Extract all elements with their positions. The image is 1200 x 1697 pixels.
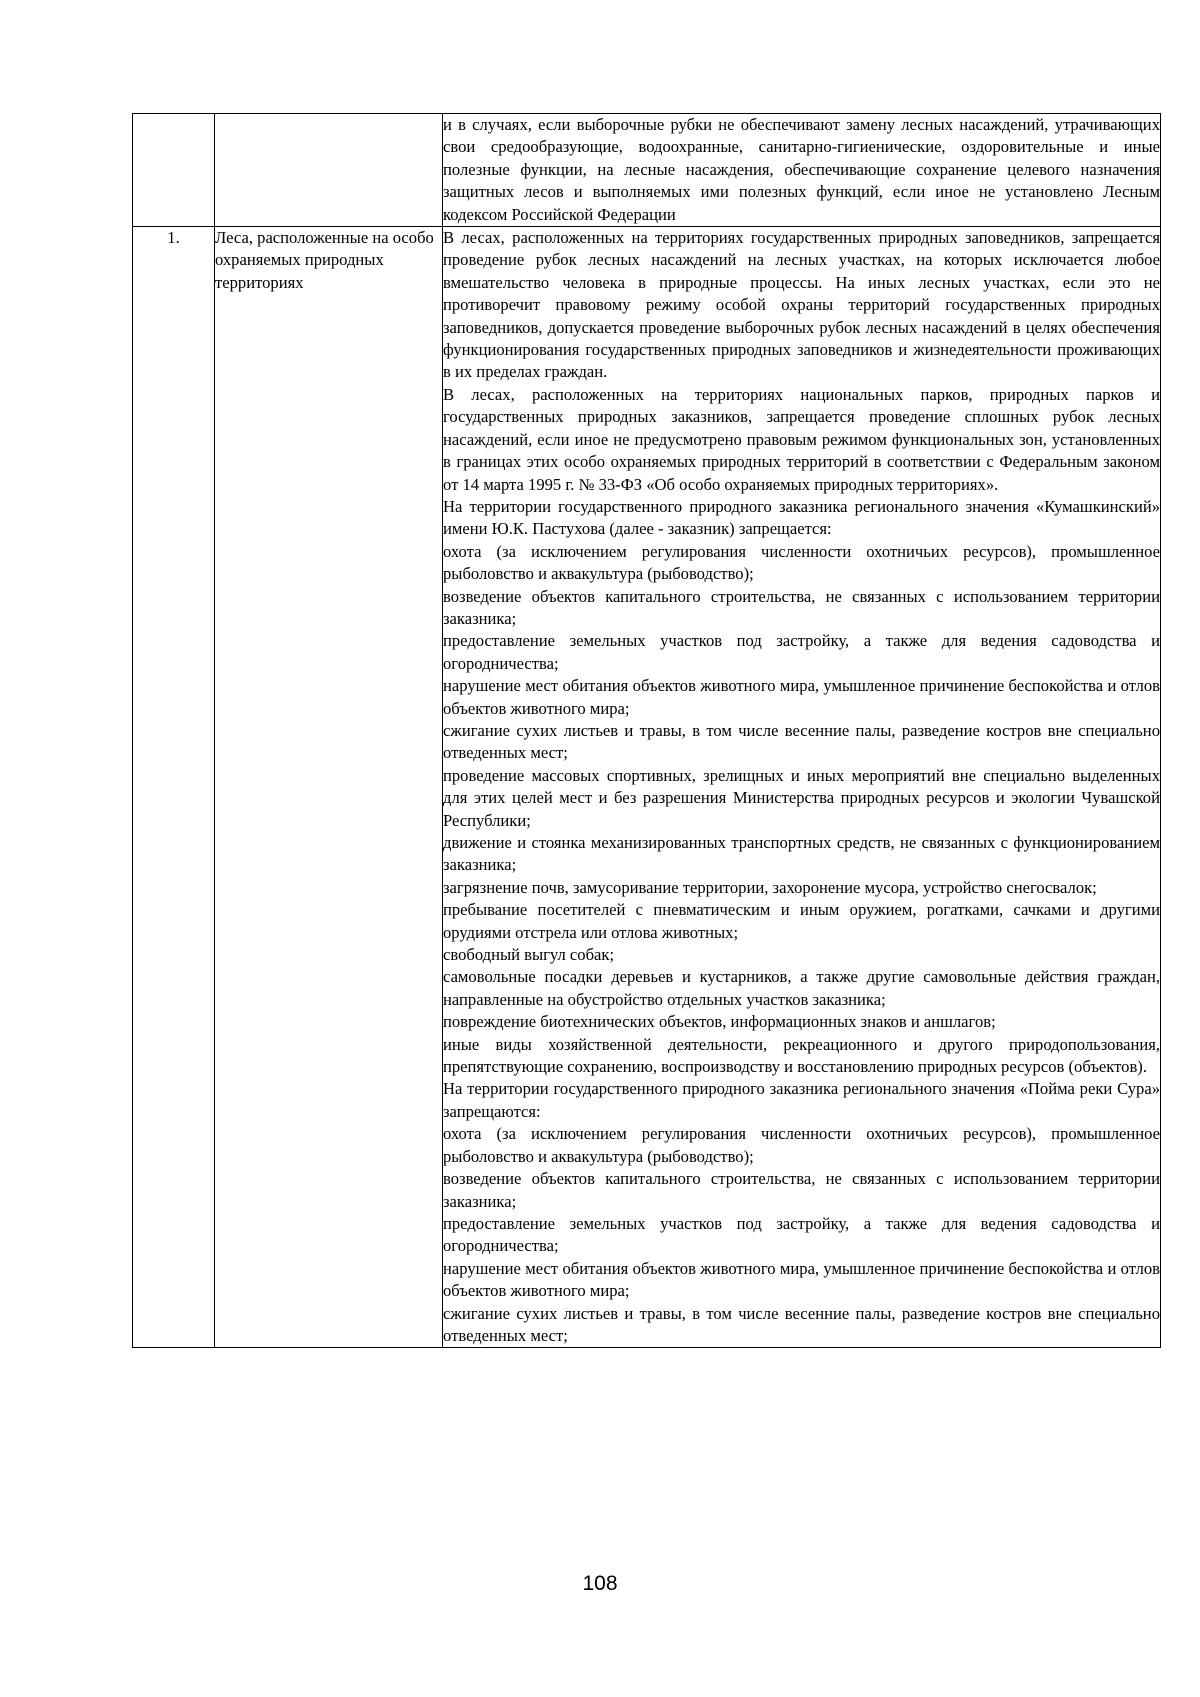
row-regulations [443, 227, 1161, 1348]
paragraph: предоставление земельных участков под застройку, а также для ведения садоводства и огородничества; [443, 1213, 1160, 1256]
paragraph: нарушение мест обитания объектов животного мира, умышленное причинение беспокойства и отлов объектов животного мира; [443, 1258, 1160, 1301]
row-number: 1. [133, 227, 215, 1348]
paragraph: нарушение мест обитания объектов животного мира, умышленное причинение беспокойства и отлов объектов животного мира; [443, 676, 1160, 718]
paragraph: проведение массовых спортивных, зрелищных и иных мероприятий вне специально выделенных для этих целей мест и без разрешения Министерства природных ресурсов и экологии Чувашской Республики; [443, 765, 1160, 830]
paragraph: В лесах, расположенных на территориях национальных парков, природных парков и государственных природных заказников, запрещается проведение сплошных рубок лесных насаждений, если иное не предусмотрено правовым режимом функциональных зон, установленных в границах этих особо охраняемых природных территорий в соответствии с Федеральным законом от 14 марта 1995 г. № 33-ФЗ «Об особо охраняемых природных территориях». [443, 384, 1160, 494]
paragraph: возведение объектов капитального строительства, не связанных с использованием территории заказника; [443, 1169, 1160, 1211]
paragraph: На территории государственного природного заказника регионального значения «Пойма реки Сура» запрещаются: [443, 1079, 1160, 1121]
paragraph: пребывание посетителей с пневматическим и иным оружием, рогатками, сачками и другими орудиями отстрела или отлова животных; [443, 900, 1160, 942]
row-number-cell [133, 114, 215, 227]
paragraph: В лесах, расположенных на территориях государственных природных заповедников, запрещается проведение рубок лесных насаждений на лесных участках, на которых исключается любое вмешательство человека в природные процессы. На иных лесных участках, если это не противоречит правовому режиму особой охраны территорий государственных природных заповедников, допускается проведение выборочных рубок лесных насаждений в целях обеспечения функционирования государственных природных заповедников и жизнедеятельности проживающих в их пределах граждан. [443, 228, 1160, 382]
forest-regulations-table [132, 113, 1161, 1348]
paragraph: сжигание сухих листьев и травы, в том числе весенние палы, разведение костров вне специально отведенных мест; [443, 1303, 1160, 1345]
table-row-continuation [133, 114, 1161, 227]
paragraph: повреждение биотехнических объектов, информационных знаков и аншлагов; [443, 1012, 996, 1032]
paragraph: иные виды хозяйственной деятельности, рекреационного и другого природопользования, препятствующие сохранению, воспроизводству и восстановлению природных ресурсов (объектов). [443, 1034, 1160, 1077]
paragraph: самовольные посадки деревьев и кустарников, а также другие самовольные действия граждан, направленные на обустройство отдельных участков заказника; [443, 967, 1160, 1009]
row-category: Леса, расположенные на особо охраняемых природных территориях [215, 227, 443, 1348]
paragraph: предоставление земельных участков под застройку, а также для ведения садоводства и огородничества; [443, 631, 1160, 673]
paragraph: возведение объектов капитального строительства, не связанных с использованием территории заказника; [443, 586, 1160, 628]
paragraph: охота (за исключением регулирования численности охотничьих ресурсов), промышленное рыболовство и аквакультура (рыбоводство); [443, 541, 1160, 584]
paragraph: На территории государственного природного заказника регионального значения «Кумашкинский» имени Ю.К. Пастухова (далее - заказник) запрещается: [443, 496, 1160, 539]
category-cell [215, 114, 443, 227]
paragraph: сжигание сухих листьев и травы, в том числе весенние палы, разведение костров вне специально отведенных мест; [443, 720, 1160, 763]
table-row-protected-territories [133, 227, 1161, 1348]
paragraph: загрязнение почв, замусоривание территории, захоронение мусора, устройство снегосвалок; [443, 877, 1097, 897]
paragraph: охота (за исключением регулирования численности охотничьих ресурсов), промышленное рыболовство и аквакультура (рыбоводство); [443, 1124, 1160, 1166]
page-number: 108 [582, 1572, 618, 1595]
paragraph: свободный выгул собак; [443, 945, 615, 965]
continuation-text: и в случаях, если выборочные рубки не обеспечивают замену лесных насаждений, утрачивающих свои средообразующие, водоохранные, санитарно-гигиенические, оздоровительные и иные полезные функции, на лесные насаждения, обеспечивающие сохранение целевого назначения защитных лесов и выполняемых ими полезных функций, если иное не установлено Лесным кодексом Российской Федерации [443, 114, 1161, 227]
paragraph: движение и стоянка механизированных транспортных средств, не связанных с функционированием заказника; [443, 833, 1160, 875]
